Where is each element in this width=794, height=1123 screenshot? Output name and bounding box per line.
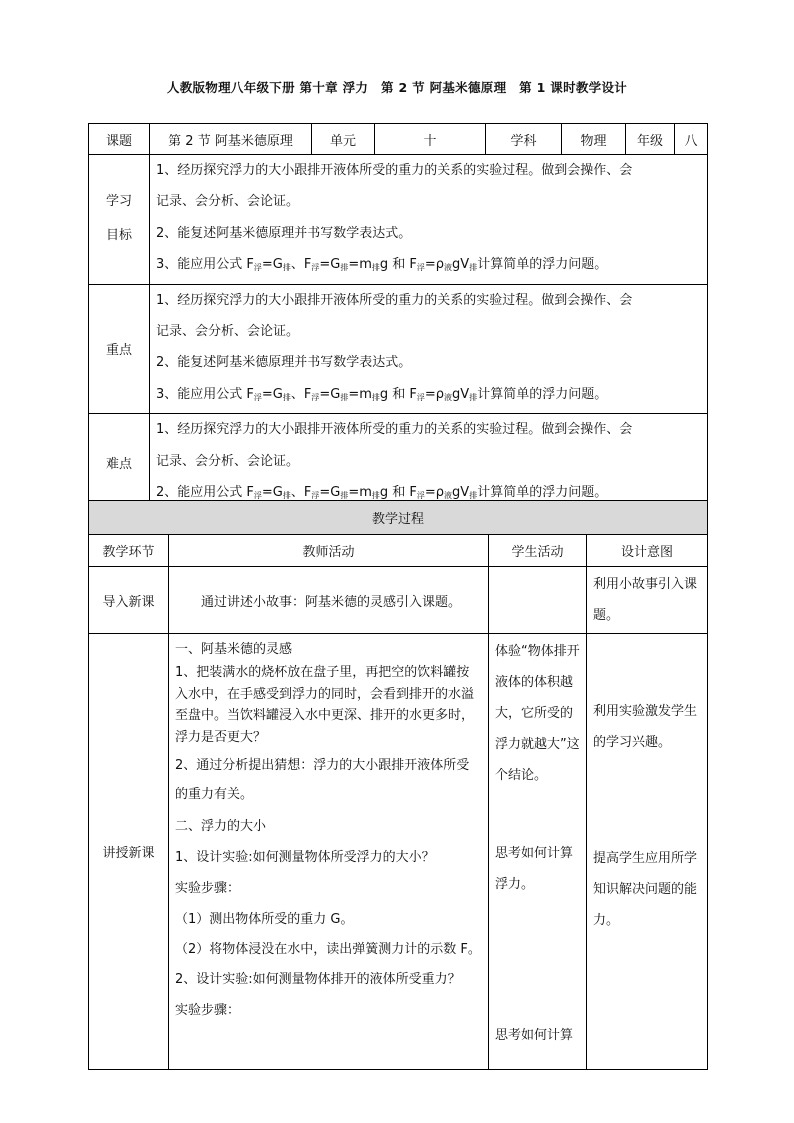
objectives-content [150, 155, 708, 285]
formula-subscript: 排 [282, 491, 291, 501]
formula-subscript: 排 [340, 263, 349, 273]
formula-subscript: 浮 [253, 263, 262, 273]
unit-value: 十 [375, 124, 486, 155]
intro-intent [587, 567, 708, 634]
lecture-intent-1: 利用实验激发学生的学习兴趣。 [593, 704, 698, 750]
formula-subscript: 浮 [311, 392, 320, 402]
key-point-2: 2、能复述阿基米德原理并书写数学表达式。 [156, 355, 412, 371]
formula-subscript: 浮 [416, 392, 425, 402]
subject-value: 物理 [562, 124, 626, 155]
intro-teacher-text: 通过讲述小故事：阿基米德的灵感引入课题。 [201, 594, 462, 610]
lecture-stage: 讲授新课 [89, 634, 169, 1070]
formula-subscript: 浮 [416, 263, 425, 273]
unit-label: 单元 [312, 124, 375, 155]
lecture-p5: （1）测出物体所受的重力 G。 [175, 912, 354, 927]
lecture-p6: （2）将物体浸没在水中，读出弹簧测力计的示数 F。 [175, 942, 481, 957]
intro-stage: 导入新课 [89, 567, 169, 634]
topic-label: 课题 [89, 124, 150, 155]
difficulty-2-formula: 2、能应用公式 $F_浮=G_排$、$F_浮=G_排=m_排g$ 和 $F_浮=\rho_液gV_排$计算简单的浮力问题。 [156, 485, 608, 501]
formula-subscript: 排 [371, 263, 380, 273]
formula-subscript: 浮 [416, 491, 425, 501]
header-row [89, 124, 708, 155]
document-title: 人教版物理八年级下册 第十章 浮力 第 2 节 阿基米德原理 第 1 课时教学设计 [166, 80, 628, 95]
objectives-label [89, 155, 150, 285]
difficulties-content [150, 414, 708, 512]
process-columns-row [89, 535, 708, 567]
intro-row [89, 567, 708, 634]
formula-subscript: 排 [469, 491, 478, 501]
formula-subscript: 排 [469, 392, 478, 402]
formula-subscript: 排 [282, 392, 291, 402]
objective-1a: 1、经历探究浮力的大小跟排开液体所受的重力的关系的实验过程。做到会操作、会 [156, 163, 633, 178]
formula-subscript: 排 [371, 392, 380, 402]
objective-3-formula: 3、能应用公式 $F_浮=G_排$、$F_浮=G_排=m_排g$ 和 $F_浮=\rho_液gV_排$计算简单的浮力问题。 [156, 257, 608, 273]
objectives-label-2: 目标 [105, 228, 132, 244]
objective-2: 2、能复述阿基米德原理并书写数学表达式。 [156, 225, 412, 241]
formula-subscript: 浮 [311, 491, 320, 501]
lecture-student-2: 思考如何计算浮力。 [495, 846, 574, 892]
formula-subscript: 液 [444, 392, 453, 402]
lecture-h2: 二、浮力的大小 [175, 819, 267, 834]
topic-value: 第 2 节 阿基米德原理 [150, 124, 312, 155]
lecture-p1: 1、把装满水的烧杯放在盘子里，再把空的饮料罐按入水中，在手感受到浮力的同时，会看到排开的水溢至盘中。当饮料罐浸入水中更深、排开的水更多时，浮力是否更大？ [175, 665, 475, 745]
lecture-h1: 一、阿基米德的灵感 [175, 642, 293, 657]
difficulty-1a: 1、经历探究浮力的大小跟排开液体所受的重力的关系的实验过程。做到会操作、会 [156, 422, 633, 438]
key-points-content [150, 284, 708, 414]
lecture-student-3: 思考如何计算 [495, 1028, 574, 1043]
lecture-intent [587, 634, 708, 1070]
lecture-student [489, 634, 587, 1070]
formula-subscript: 液 [444, 491, 453, 501]
lecture-student-1: 体验“物体排开液体的体积越大，它所受的浮力就越大”这个结论。 [495, 644, 580, 783]
grade-label: 年级 [626, 124, 675, 155]
key-point-1a: 1、经历探究浮力的大小跟排开液体所受的重力的关系的实验过程。做到会操作、会 [156, 292, 633, 308]
difficulties-label: 难点 [89, 414, 150, 512]
objectives-row [89, 155, 708, 285]
formula-subscript: 排 [371, 491, 380, 501]
teaching-process-table [88, 500, 708, 1070]
key-points-label: 重点 [89, 284, 150, 414]
formula-subscript: 浮 [311, 263, 320, 273]
formula-subscript: 液 [444, 263, 453, 273]
intro-student [489, 567, 587, 634]
objectives-label-1: 学习 [105, 194, 132, 210]
formula-subscript: 排 [469, 263, 478, 273]
lecture-intent-2: 提高学生应用所学知识解决问题的能力。 [593, 851, 698, 928]
key-point-1b: 记录、会分析、会论证。 [156, 324, 300, 340]
intro-teacher [169, 567, 489, 634]
lesson-info-table [88, 123, 708, 512]
col-intent: 设计意图 [587, 535, 708, 567]
difficulty-1b: 记录、会分析、会论证。 [156, 453, 300, 469]
lecture-p3: 1、设计实验:如何测量物体所受浮力的大小？ [175, 850, 435, 865]
process-header-row [89, 501, 708, 535]
col-teacher: 教师活动 [169, 535, 489, 567]
col-student: 学生活动 [489, 535, 587, 567]
process-header: 教学过程 [89, 501, 708, 535]
grade-value: 八 [675, 124, 708, 155]
subject-label: 学科 [486, 124, 562, 155]
lecture-p4: 实验步骤： [175, 881, 241, 896]
intro-intent-text: 利用小故事引入课题。 [593, 577, 698, 623]
formula-subscript: 排 [340, 491, 349, 501]
formula-subscript: 浮 [253, 392, 262, 402]
col-stage: 教学环节 [89, 535, 169, 567]
objective-1b: 记录、会分析、会论证。 [156, 194, 300, 210]
formula-subscript: 排 [282, 263, 291, 273]
lecture-p7: 2、设计实验:如何测量物体排开的液体所受重力？ [175, 972, 461, 987]
formula-subscript: 浮 [253, 491, 262, 501]
lecture-p2: 2、通过分析提出猜想：浮力的大小跟排开液体所受的重力有关。 [175, 758, 470, 802]
key-points-row [89, 284, 708, 414]
lecture-row [89, 634, 708, 1070]
key-point-3-formula: 3、能应用公式 $F_浮=G_排$、$F_浮=G_排=m_排g$ 和 $F_浮=\rho_液gV_排$计算简单的浮力问题。 [156, 386, 608, 402]
lecture-p8: 实验步骤： [175, 1003, 241, 1018]
difficulties-row [89, 414, 708, 512]
lecture-teacher [169, 634, 489, 1070]
formula-subscript: 排 [340, 392, 349, 402]
